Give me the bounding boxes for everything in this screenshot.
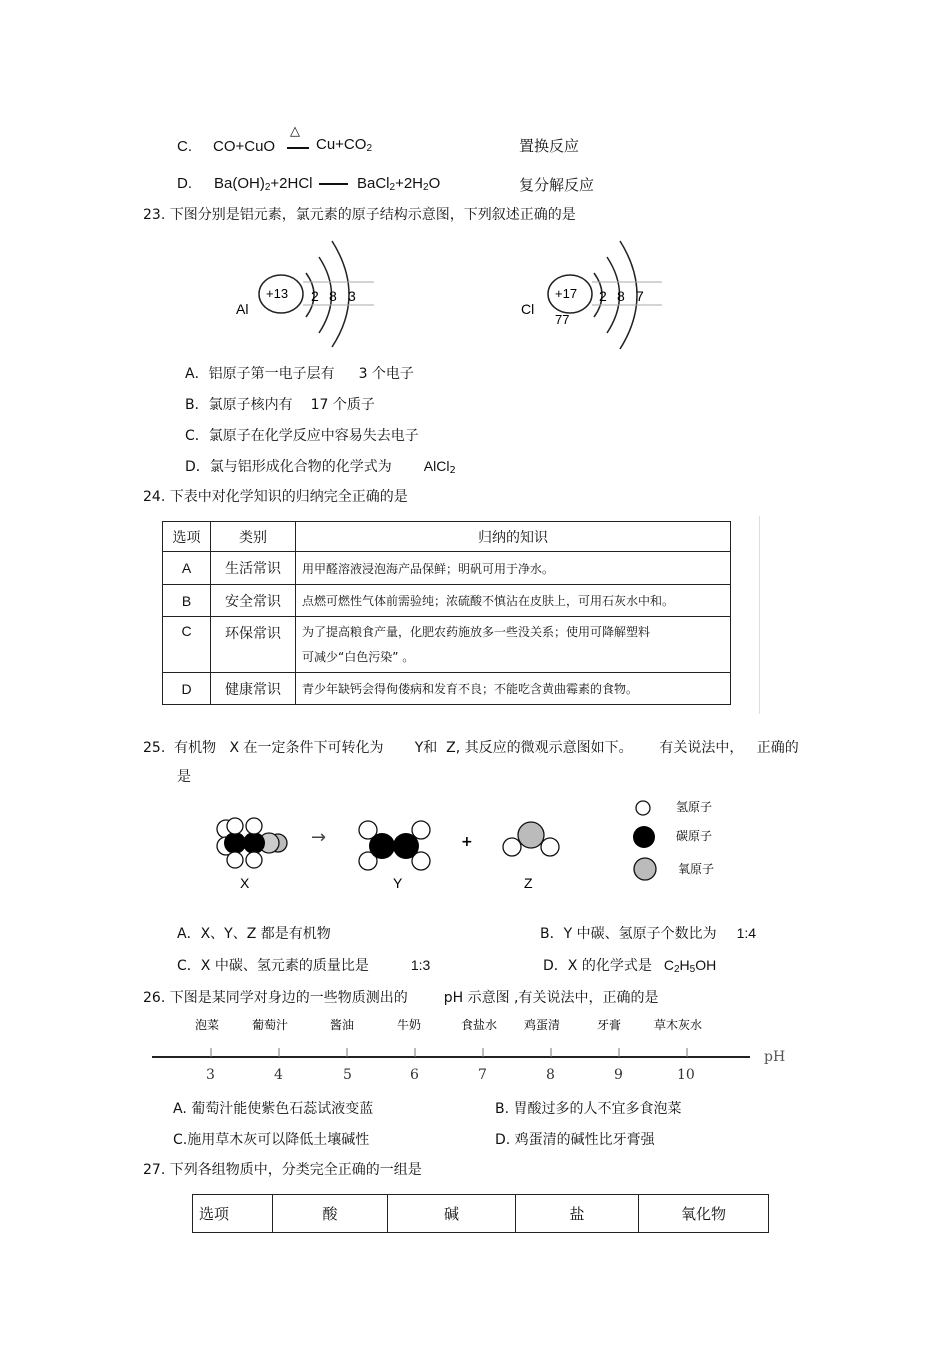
table-row (163, 585, 731, 617)
q25-stem: 25. 有机物 X 在一定条件下可转化为 Y和 Z, 其反应的微观示意图如下。 有关说法中， 正确的 (143, 740, 799, 756)
hydrogen-legend-icon (636, 801, 650, 815)
al-atom-diagram (236, 241, 374, 347)
legend-label: 碳原子 (676, 829, 713, 843)
al-nucleus-charge: +13 (266, 286, 289, 301)
header-cell: 酸 (273, 1195, 388, 1233)
header-cell: 类别 (211, 522, 296, 552)
al-shell-count: 2 (311, 288, 319, 304)
header-cell: 选项 (163, 522, 211, 552)
scale-label: 4 (274, 1067, 283, 1083)
category-cell: 健康常识 (211, 673, 296, 705)
q25-option-c: C．X 中碳、氢元素的质量比是 1:3 (177, 957, 431, 974)
molecule-x (217, 818, 287, 868)
substance-label: 泡菜 (195, 1018, 220, 1032)
q25-option-b: B．Y 中碳、氢原子个数比为 1:4 (540, 925, 757, 942)
scale-label: 10 (677, 1067, 695, 1083)
q22-c-rhs: $Cu+CO_2$ (316, 136, 372, 154)
scale-label: 9 (614, 1067, 623, 1083)
right-edge-line (759, 516, 760, 714)
q23-option-a: A．铝原子第一电子层有 3 个电子 (185, 366, 414, 382)
knowledge-cell: 青少年缺钙会得佝偻病和发育不良；不能吃含黄曲霉素的食物。 (296, 673, 731, 705)
q25-stem-cont: 是 (177, 769, 191, 785)
heat-condition-icon: △ (290, 124, 300, 139)
q26-option-a: A. 葡萄汁能使紫色石蕊试液变蓝 (173, 1101, 374, 1117)
label-z: Z (524, 875, 533, 891)
cl-shell-count: 7 (636, 288, 644, 304)
q23-option-c: C．氯原子在化学反应中容易失去电子 (185, 428, 419, 444)
substance-label: 鸡蛋清 (524, 1018, 561, 1032)
plus-sign: + (461, 834, 473, 850)
al-shell-count: 3 (348, 288, 356, 304)
q22-c-lhs: CO+CuO (213, 138, 276, 155)
q22-c-letter: C. (177, 138, 192, 155)
carbon-legend-icon (633, 826, 655, 848)
scale-label: 6 (410, 1067, 419, 1083)
cl-nucleus-charge: +17 (555, 286, 578, 301)
header-cell: 盐 (516, 1195, 639, 1233)
scale-label: 5 (343, 1067, 352, 1083)
cl-shell-count: 2 (599, 288, 607, 304)
al-symbol: Al (236, 301, 249, 317)
q26-option-b: B. 胃酸过多的人不宜多食泡菜 (495, 1101, 682, 1117)
q23-stem: 23. 下图分别是铝元素，氯元素的原子结构示意图，下列叙述正确的是 (143, 207, 576, 223)
header-cell: 碱 (388, 1195, 516, 1233)
legend-label: 氢原子 (676, 800, 713, 814)
substance-label: 酱油 (330, 1018, 355, 1032)
category-cell: 环保常识 (211, 617, 296, 673)
header-cell: 归纳的知识 (296, 522, 731, 552)
scale-label: 8 (546, 1067, 555, 1083)
ph-axis-label: pH (764, 1049, 786, 1065)
category-cell: 生活常识 (211, 552, 296, 585)
molecule-y (359, 821, 430, 870)
q25-option-a: A．X、Y、Z 都是有机物 (177, 926, 331, 942)
header-cell: 氧化物 (639, 1195, 769, 1233)
cl-shell-count: 8 (617, 288, 625, 304)
table-row (163, 552, 731, 585)
oxygen-legend-icon (634, 858, 656, 880)
option-cell: C (163, 617, 211, 673)
legend-label: 氧原子 (678, 862, 715, 876)
reaction-arrow: → (311, 827, 327, 848)
reaction-diagram (0, 790, 950, 900)
atom-diagrams (0, 235, 950, 355)
reaction-line (319, 183, 348, 185)
q23-option-b: B．氯原子核内有 17 个质子 (185, 397, 375, 413)
category-cell: 安全常识 (211, 585, 296, 617)
table-row (193, 1195, 769, 1233)
knowledge-cell: 用甲醛溶液浸泡海产品保鲜；明矾可用于净水。 (296, 552, 731, 585)
substance-label: 牙膏 (597, 1018, 622, 1032)
q23-option-d: D．氯与铝形成化合物的化学式为 AlCl$_2$ (185, 458, 456, 476)
cl-atom-diagram (521, 241, 662, 349)
table-row (163, 673, 731, 705)
q24-table (162, 521, 731, 705)
q27-table (192, 1194, 769, 1233)
scale-label: 7 (478, 1067, 487, 1083)
al-shell-count: 8 (329, 288, 337, 304)
substance-label: 草木灰水 (654, 1018, 703, 1032)
substance-label: 葡萄汁 (252, 1018, 289, 1032)
q27-stem: 27. 下列各组物质中，分类完全正确的一组是 (143, 1162, 422, 1178)
label-x: X (240, 875, 250, 891)
substance-label: 牛奶 (397, 1018, 422, 1032)
scale-label: 3 (206, 1067, 215, 1083)
q22-d-lhs: $Ba(OH)_2+2HCl$ (214, 175, 313, 193)
option-cell: A (163, 552, 211, 585)
q22-d-letter: D. (177, 175, 192, 192)
legend (633, 800, 714, 880)
q24-stem: 24. 下表中对化学知识的归纳完全正确的是 (143, 489, 408, 505)
q26-option-c: C.施用草木灰可以降低土壤碱性 (173, 1132, 370, 1148)
knowledge-cell: 为了提高粮食产量，化肥农药施放多一些没关系；使用可降解塑料 可减少“白色污染” 。 (296, 617, 731, 673)
molecule-z (503, 822, 559, 856)
reaction-line (287, 147, 309, 149)
q22-d-rhs: $BaCl_2+2H_2O$ (357, 175, 441, 193)
q22-c-type: 置换反应 (519, 137, 580, 155)
label-y: Y (393, 875, 403, 891)
cl-symbol: Cl (521, 301, 535, 317)
substance-label: 食盐水 (461, 1018, 498, 1032)
knowledge-cell: 点燃可燃性气体前需验纯；浓硫酸不慎沾在皮肤上，可用石灰水中和。 (296, 585, 731, 617)
q26-stem: 26. 下图是某同学对身边的一些物质测出的 pH 示意图 ,有关说法中，正确的是 (143, 990, 659, 1006)
ph-scale (0, 1012, 950, 1088)
q22-d-type: 复分解反应 (519, 176, 595, 194)
header-cell: 选项 (193, 1195, 273, 1233)
table-row (163, 617, 731, 673)
option-cell: D (163, 673, 211, 705)
cl-extra: 77 (555, 312, 570, 327)
option-cell: B (163, 585, 211, 617)
q25-option-d: D．X 的化学式是 $C_2H_5OH$ (543, 957, 717, 975)
q26-option-d: D. 鸡蛋清的碱性比牙膏强 (495, 1132, 655, 1148)
